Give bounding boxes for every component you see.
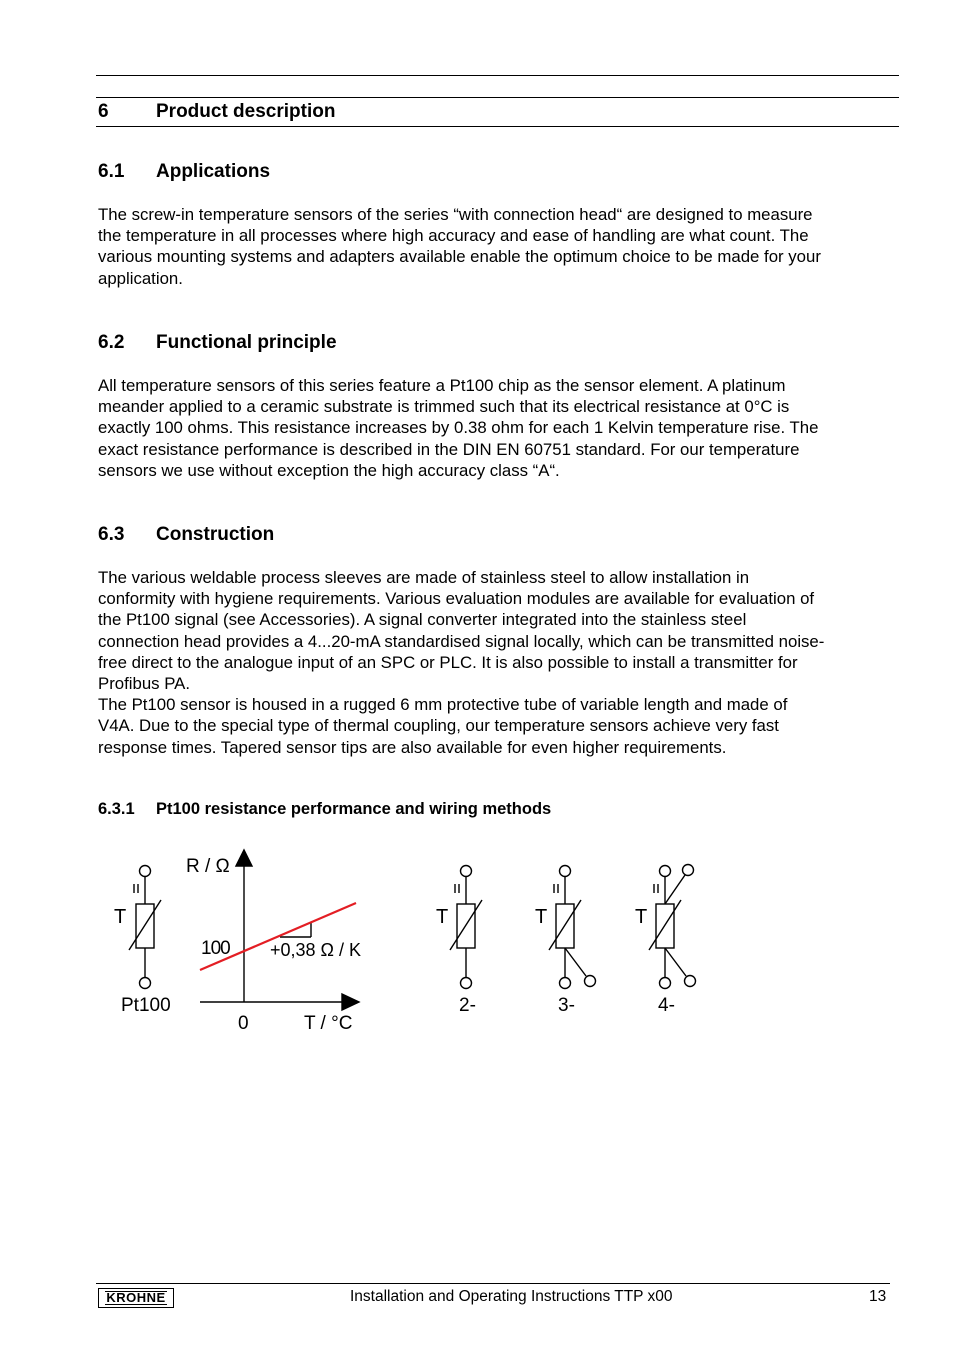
text-line: The various weldable process sleeves are made of stainless steel to allow installation in: [98, 568, 750, 587]
text-line: meander applied to a ceramic substrate is trimmed such that its electrical resistance at 0°C is: [98, 397, 790, 417]
pt100-resistor-symbol: [129, 866, 161, 989]
section-6-3-1-number: 6.3.1: [98, 800, 135, 818]
text-line: the Pt100 signal (see Accessories). A signal converter integrated into the stainless steel: [98, 610, 747, 630]
section-6-number: 6: [98, 101, 109, 122]
krohne-logo: [98, 1288, 174, 1308]
pt100-label: Pt100: [121, 995, 171, 1016]
four-wire-label: 4-: [658, 995, 675, 1016]
section-6-3-number: 6.3: [98, 524, 125, 545]
text-line: The Pt100 sensor is housed in a rugged 6 mm protective tube of variable length and made of: [98, 695, 788, 715]
text-line: response times. Tapered sensor tips are also available for even higher requirements.: [98, 737, 727, 757]
axis-y-label: R / Ω: [186, 856, 230, 877]
page-number: 13: [869, 1288, 887, 1305]
text-line: sensors we use without exception the high accuracy class “A“.: [98, 460, 560, 480]
three-wire-label: 3-: [558, 995, 575, 1016]
section-6-1-title: Applications: [156, 161, 271, 182]
text-line: connection head provides a 4...20-mA standardised signal locally, which can be transmitted noise-: [98, 631, 825, 651]
section-6-2-title: Functional principle: [156, 332, 337, 353]
text-line: application.: [98, 268, 183, 288]
text-line: exact resistance performance is described in the DIN EN 60751 standard. For our temperature: [98, 439, 800, 459]
two-wire-symbol: [450, 866, 482, 989]
section-6-3-title: Construction: [156, 524, 275, 545]
section-6-3-1-title: Pt100 resistance performance and wiring methods: [156, 800, 552, 818]
text-line: exactly 100 ohms. This resistance increases by 0.38 ohm for each 1 Kelvin temperature rise. The: [98, 418, 819, 438]
slope-label: +0,38 Ω / K: [270, 940, 362, 960]
text-line: conformity with hygiene requirements. Various evaluation modules are available for evaluation of: [98, 589, 815, 609]
text-line: various mounting systems and adapters available enable the optimum choice to be made for your: [98, 247, 821, 267]
four-wire-symbol: [649, 865, 696, 989]
pt100-sensor-label: T: [114, 906, 127, 928]
section-6-2-number: 6.2: [98, 332, 125, 353]
footer-title: Installation and Operating Instructions TTP x00: [350, 1288, 673, 1305]
section-6-1-number: 6.1: [98, 161, 125, 182]
footer-rule: [96, 1283, 890, 1284]
text-line: The screw-in temperature sensors of the series “with connection head“ are designed to measure: [98, 205, 813, 224]
text-line: Profibus PA.: [98, 674, 191, 694]
krohne-logo-text: KROHNE: [106, 1290, 166, 1305]
three-wire-symbol: [549, 866, 596, 989]
two-wire-label: 2-: [459, 995, 476, 1016]
r0-label: 100: [201, 938, 230, 959]
three-wire-sensor-label: T: [535, 906, 548, 928]
two-wire-sensor-label: T: [436, 906, 449, 928]
section-6-title: Product description: [156, 101, 336, 122]
origin-label: 0: [238, 1013, 249, 1034]
text-line: the temperature in all processes where high accuracy and ease of handling are what count. The: [98, 226, 809, 246]
text-line: All temperature sensors of this series feature a Pt100 chip as the sensor element. A platinum: [98, 376, 786, 395]
axis-x-label: T / °C: [304, 1013, 353, 1034]
four-wire-sensor-label: T: [635, 906, 648, 928]
text-line: free direct to the analogue input of an SPC or PLC. It is also possible to install a transmitter for: [98, 652, 798, 672]
text-line: V4A. Due to the special type of thermal coupling, our temperature sensors achieve very fast: [98, 716, 779, 736]
